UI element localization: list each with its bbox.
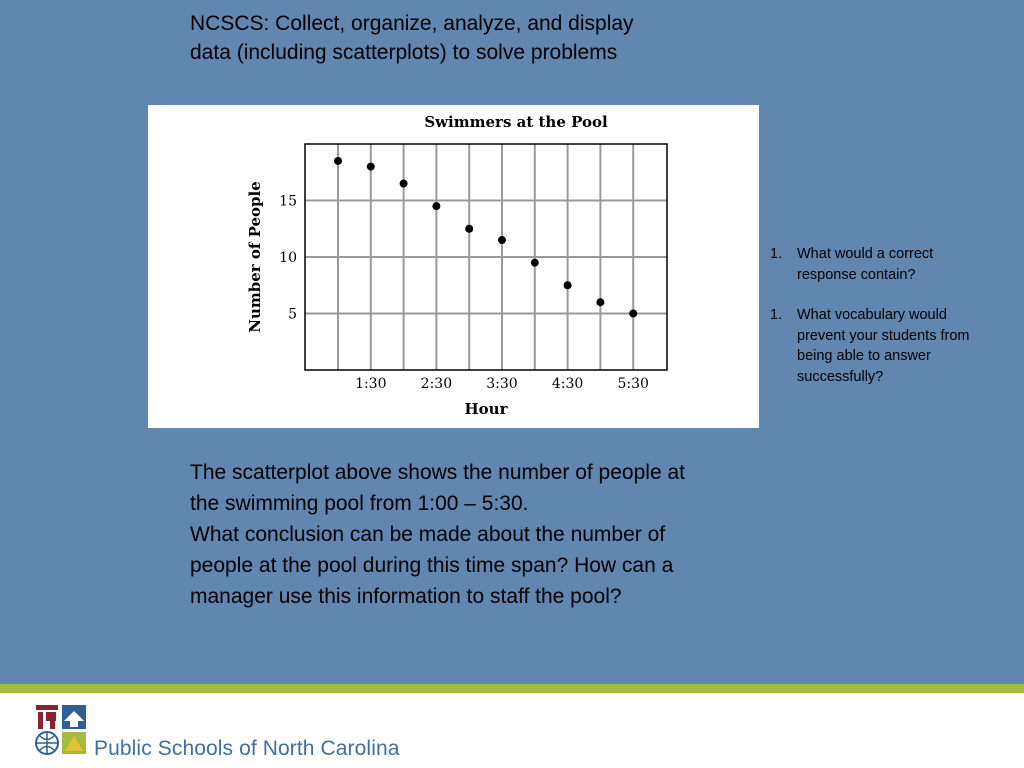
data-point: [400, 180, 408, 188]
footer-rule: [0, 684, 1024, 693]
body-line-description: The scatterplot above shows the number of people at the swimming pool from 1:00 – 5:30.: [190, 461, 685, 515]
body-line-question: What conclusion can be made about the number of people at the pool during this time span? How can a manager use this information to staff the pool?: [190, 523, 674, 608]
question-text: What would a correct response contain?: [797, 246, 934, 283]
data-point: [465, 225, 473, 233]
discussion-questions: [770, 244, 985, 407]
x-axis-label: Hour: [464, 400, 508, 418]
data-point: [531, 259, 539, 267]
y-tick-label: 10: [279, 250, 297, 266]
question-number: 1.: [770, 246, 783, 262]
chart-title: Swimmers at the Pool: [424, 113, 608, 131]
chart-svg: [148, 105, 759, 428]
y-tick-label: 15: [279, 193, 297, 210]
y-axis-label: Number of People: [246, 181, 264, 333]
x-tick-label: 2:30: [420, 376, 453, 392]
data-point: [564, 281, 572, 289]
x-tick-label: 5:30: [617, 376, 649, 392]
question-text: What vocabulary would prevent your students from being able to answer successfully?: [797, 307, 970, 385]
footer: [0, 693, 1024, 768]
data-point: [596, 298, 604, 306]
question-item: [770, 244, 985, 285]
body-text: [190, 457, 690, 612]
x-tick-label: 3:30: [486, 376, 518, 392]
data-point: [432, 202, 440, 210]
data-point: [498, 236, 506, 244]
data-point: [629, 310, 637, 318]
question-number: 1.: [770, 307, 783, 323]
data-point: [334, 157, 342, 165]
slide-title: NCSCS: Collect, organize, analyze, and display data (including scatterplots) to solve problems: [190, 12, 634, 64]
y-tick-label: 5: [288, 306, 297, 323]
x-tick-label: 4:30: [551, 376, 584, 392]
question-item: [770, 305, 985, 387]
x-tick-label: 1:30: [355, 376, 387, 392]
scatterplot-chart: [148, 105, 759, 428]
ncdpi-logo-icon: [34, 703, 88, 757]
data-point: [367, 163, 375, 171]
org-name: Public Schools of North Carolina: [94, 737, 400, 760]
